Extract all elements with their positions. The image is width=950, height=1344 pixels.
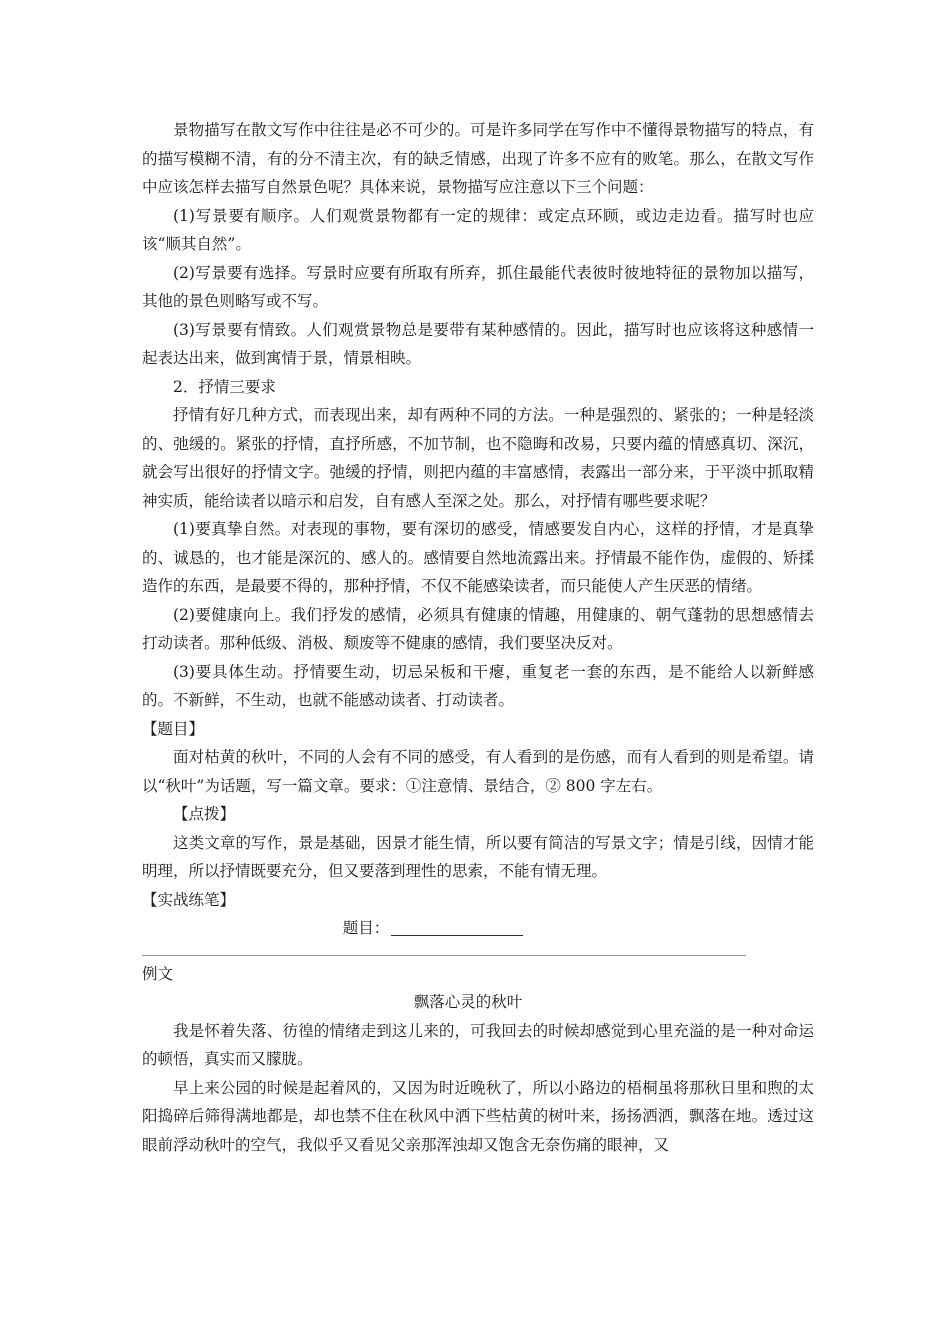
paragraph-lyric-sincere: (1)要真挚自然。对表现的事物，要有深切的感受，情感要发自内心，这样的抒情，才是真挚的、诚恳的，也才能是深沉的、感人的。感情要自然地流露出来。抒情最不能作伪，虚假的、矫揉造作的东西，是最要不得的，那种抒情，不仅不能感染读者，而只能使人产生厌恶的情绪。 [142, 520, 814, 595]
paragraph-scenery-intro: 景物描写在散文写作中往往是必不可少的。可是许多同学在写作中不懂得景物描写的特点，有的描写模糊不清，有的分不清主次，有的缺乏情感，出现了许多不应有的败笔。那么，在散文写作中应该怎样去描写自然景色呢？具体来说，景物描写应注意以下三个问题： [142, 121, 814, 196]
title-label: 题目： [342, 919, 390, 937]
heading-practice: 【实战练笔】 [142, 890, 236, 909]
essay-paragraph-2: 早上来公园的时候是起着风的，又因为时近晚秋了，所以小路边的梧桐虽将那秋日里和煦的太阳捣碎后筛得满地都是，却也禁不住在秋风中洒下些枯黄的树叶来，扬扬洒洒，飘落在地。透过这眼前浮动秋叶的空气，我似乎又看见父亲那浑浊却又饱含无奈伤痛的眼神，又 [142, 1078, 814, 1154]
essay-title: 飘落心灵的秋叶 [413, 993, 523, 1011]
divider [142, 955, 746, 956]
document-page [142, 116, 814, 1159]
example-label: 例文 [142, 964, 174, 983]
paragraph-lyric-healthy: (2)要健康向上。我们抒发的感情，必须具有健康的情趣，用健康的、朝气蓬勃的思想感情去打动读者。那种低级、消极、颓废等不健康的感情，我们要坚决反对。 [142, 605, 814, 652]
section-heading-lyric: 2．抒情三要求 [173, 377, 276, 396]
paragraph-tip: 这类文章的写作，景是基础，因景才能生情，所以要有简洁的写景文字；情是引线，因情才能明理，所以抒情既要充分，但又要落到理性的思索，不能有情无理。 [142, 833, 814, 880]
paragraph-lyric-intro: 抒情有好几种方式，而表现出来，却有两种不同的方法。一种是强烈的、紧张的；一种是轻淡的、弛缓的。紧张的抒情，直抒所感，不加节制，也不隐晦和改易，只要内蕴的情感真切、深沉，就会写出很好的抒情文字。弛缓的抒情，则把内蕴的丰富感情，表露出一部分来，于平淡中抓取精神实质，能给读者以暗示和启发，自有感人至深之处。那么，对抒情有哪些要求呢？ [142, 406, 814, 510]
heading-topic: 【题目】 [142, 719, 205, 738]
paragraph-topic: 面对枯黄的秋叶，不同的人会有不同的感受，有人看到的是伤感，而有人看到的则是希望。请以“秋叶”为话题，写一篇文章。要求：①注意情、景结合，② 800 字左右。 [142, 748, 814, 795]
paragraph-scenery-emotion: (3)写景要有情致。人们观赏景物总是要带有某种感情的。因此，描写时也应该将这种感情一起表达出来，做到寓情于景，情景相映。 [142, 320, 814, 367]
paragraph-lyric-vivid: (3)要具体生动。抒情要生动，切忌呆板和干瘪，重复老一套的东西，是不能给人以新鲜感的。不新鲜，不生动，也就不能感动读者、打动读者。 [142, 662, 814, 709]
heading-tip: 【点拨】 [173, 805, 236, 823]
paragraph-scenery-order: (1)写景要有顺序。人们观赏景物都有一定的规律：或定点环顾，或边走边看。描写时也应该“顺其自然”。 [142, 206, 814, 253]
paragraph-scenery-selection: (2)写景要有选择。写景时应要有所取有所弃，抓住最能代表彼时彼地特征的景物加以描写，其他的景色则略写或不写。 [142, 263, 814, 310]
essay-paragraph-1: 我是怀着失落、彷徨的情绪走到这儿来的，可我回去的时候却感觉到心里充溢的是一种对命运的顿悟，真实而又朦胧。 [142, 1021, 814, 1068]
title-fill-line [142, 914, 814, 943]
title-blank [391, 918, 523, 936]
